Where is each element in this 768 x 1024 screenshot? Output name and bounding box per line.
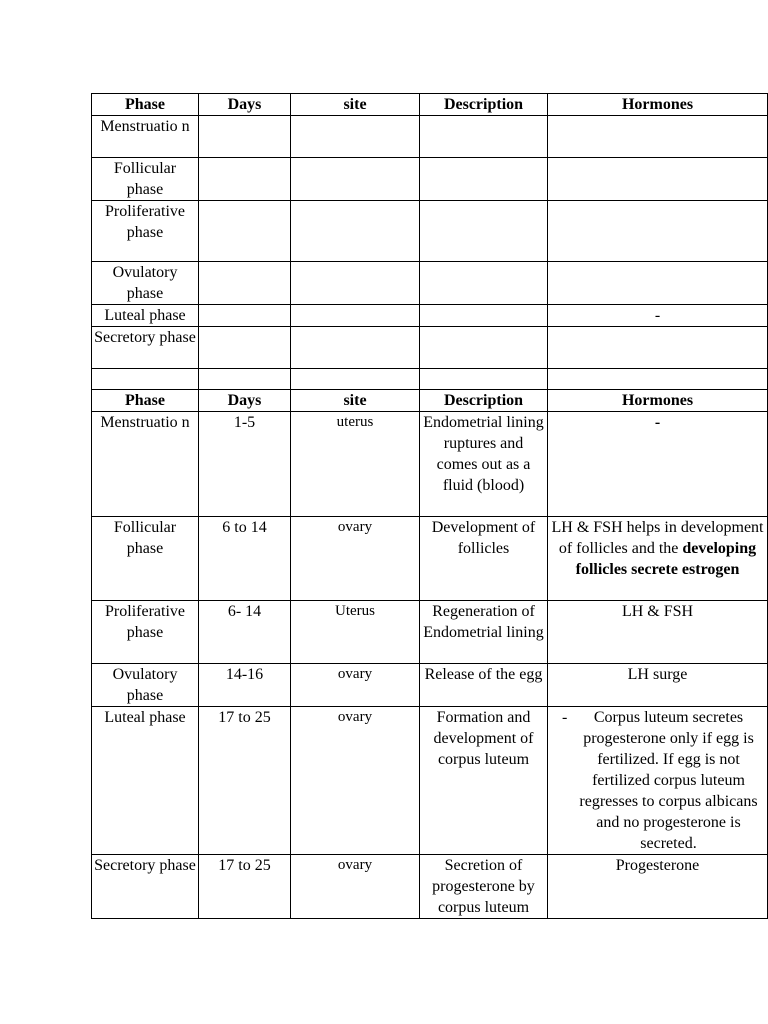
header-description: Description	[420, 390, 548, 412]
description-cell: Secretion of progesterone by corpus luteum	[420, 855, 548, 919]
hormones-cell	[548, 707, 768, 855]
phase-cell: Menstruatio n	[92, 412, 199, 517]
description-cell: Regeneration of Endometrial lining	[420, 601, 548, 664]
days-cell: 14-16	[199, 664, 291, 707]
hormones-text: Corpus luteum secretes progesterone only if egg is fertilized. If egg is not fertilized corpus luteum regresses to corpus albicans and no progesterone is secreted.	[579, 709, 758, 852]
hormones-bullet-item	[550, 707, 765, 854]
phase-cell: Follicular phase	[92, 158, 199, 201]
table1-row	[92, 158, 768, 201]
header-phase: Phase	[92, 94, 199, 116]
hormones-cell	[548, 327, 768, 369]
phase-cell: Secretory phase	[92, 855, 199, 919]
spacer-cell	[420, 369, 548, 390]
days-cell	[199, 262, 291, 305]
days-cell: 17 to 25	[199, 707, 291, 855]
description-cell: Formation and development of corpus luteum	[420, 707, 548, 855]
hormones-cell	[548, 201, 768, 262]
hormones-cell: Progesterone	[548, 855, 768, 919]
table2-row	[92, 855, 768, 919]
days-cell: 6- 14	[199, 601, 291, 664]
site-cell	[291, 201, 420, 262]
menstrual-cycle-table	[91, 93, 768, 919]
table2-row	[92, 517, 768, 601]
site-cell: ovary	[291, 855, 420, 919]
header-days: Days	[199, 390, 291, 412]
description-cell	[420, 116, 548, 158]
description-cell	[420, 158, 548, 201]
days-cell	[199, 201, 291, 262]
site-cell: Uterus	[291, 601, 420, 664]
phase-cell: Luteal phase	[92, 707, 199, 855]
days-cell	[199, 158, 291, 201]
site-cell: uterus	[291, 412, 420, 517]
table1-row	[92, 305, 768, 327]
table1-header-row	[92, 94, 768, 116]
days-cell: 6 to 14	[199, 517, 291, 601]
hormones-cell	[548, 517, 768, 601]
site-cell	[291, 116, 420, 158]
table2-row	[92, 601, 768, 664]
table1-row	[92, 327, 768, 369]
hormones-bold-text: developing follicles secrete estrogen	[575, 540, 757, 578]
days-cell: 1-5	[199, 412, 291, 517]
spacer-row	[92, 369, 768, 390]
bullet-dash: -	[562, 709, 568, 726]
table1-row	[92, 201, 768, 262]
site-cell: ovary	[291, 517, 420, 601]
header-site: site	[291, 94, 420, 116]
phase-cell: Menstruatio n	[92, 116, 199, 158]
spacer-cell	[199, 369, 291, 390]
site-cell: ovary	[291, 707, 420, 855]
site-cell	[291, 327, 420, 369]
spacer-cell	[92, 369, 199, 390]
phase-cell: Proliferative phase	[92, 201, 199, 262]
spacer-cell	[291, 369, 420, 390]
description-cell	[420, 201, 548, 262]
description-cell: Development of follicles	[420, 517, 548, 601]
site-cell	[291, 262, 420, 305]
description-cell	[420, 305, 548, 327]
description-cell: Release of the egg	[420, 664, 548, 707]
description-cell	[420, 262, 548, 305]
table2-header-row	[92, 390, 768, 412]
spacer-cell	[548, 369, 768, 390]
days-cell	[199, 116, 291, 158]
table1-row	[92, 262, 768, 305]
hormones-cell: -	[548, 305, 768, 327]
days-cell	[199, 327, 291, 369]
hormones-cell	[548, 262, 768, 305]
phase-cell: Secretory phase	[92, 327, 199, 369]
header-phase: Phase	[92, 390, 199, 412]
table2-row	[92, 412, 768, 517]
hormones-cell	[548, 158, 768, 201]
header-hormones: Hormones	[548, 390, 768, 412]
phase-cell: Proliferative phase	[92, 601, 199, 664]
table2-row	[92, 707, 768, 855]
days-cell	[199, 305, 291, 327]
table2-row	[92, 664, 768, 707]
hormones-cell: LH & FSH	[548, 601, 768, 664]
hormones-cell	[548, 116, 768, 158]
header-site: site	[291, 390, 420, 412]
description-cell: Endometrial lining ruptures and comes out as a fluid (blood)	[420, 412, 548, 517]
hormones-cell: -	[548, 412, 768, 517]
header-hormones: Hormones	[548, 94, 768, 116]
header-days: Days	[199, 94, 291, 116]
phase-cell: Luteal phase	[92, 305, 199, 327]
site-cell: ovary	[291, 664, 420, 707]
days-cell: 17 to 25	[199, 855, 291, 919]
description-cell	[420, 327, 548, 369]
site-cell	[291, 158, 420, 201]
table1-row	[92, 116, 768, 158]
phase-cell: Follicular phase	[92, 517, 199, 601]
hormones-cell: LH surge	[548, 664, 768, 707]
header-description: Description	[420, 94, 548, 116]
phase-cell: Ovulatory phase	[92, 664, 199, 707]
site-cell	[291, 305, 420, 327]
phase-cell: Ovulatory phase	[92, 262, 199, 305]
hormones-text: LH & FSH helps in development of follicles and the	[551, 519, 764, 557]
